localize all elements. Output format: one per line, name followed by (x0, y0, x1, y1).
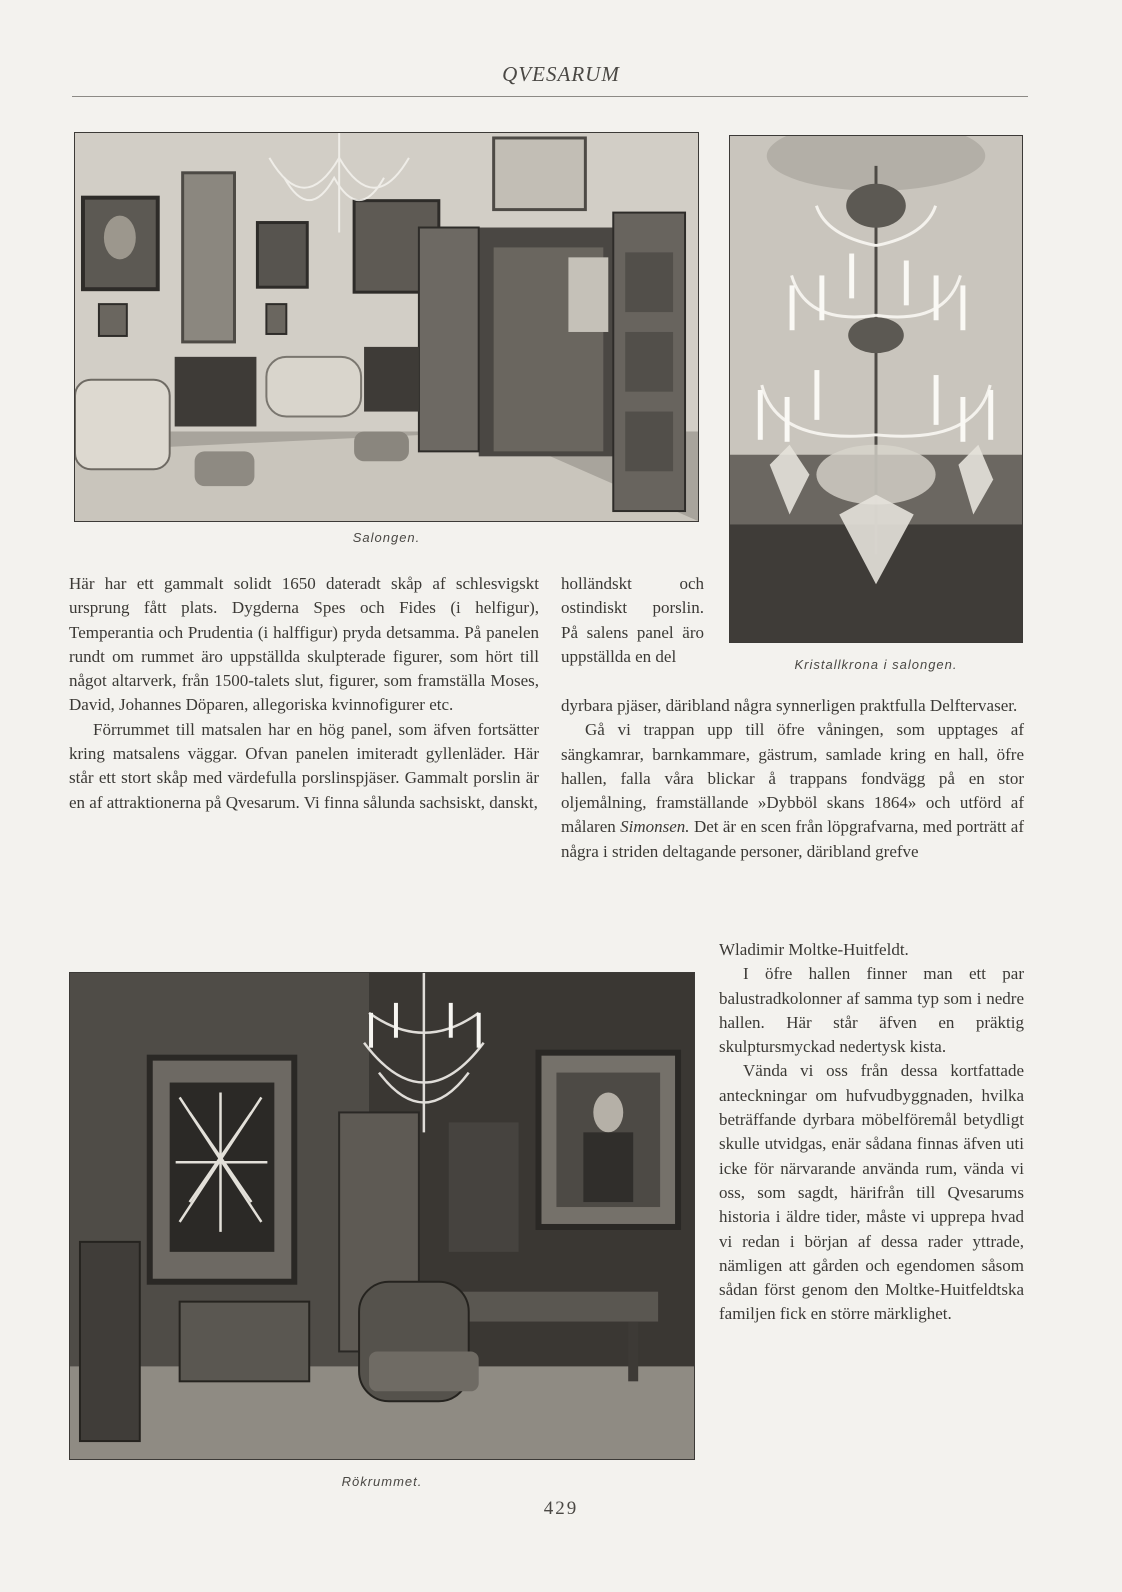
chandelier-caption: Kristallkrona i salongen. (794, 657, 958, 672)
page-number: 429 (543, 1498, 579, 1519)
smoking-room-caption: Rökrummet. (341, 1474, 423, 1489)
text-column-left (69, 572, 539, 815)
chandelier-photo (729, 135, 1023, 643)
text-column-middle (561, 694, 1024, 864)
middle-paragraph-2-text: Gå vi trappan upp till öfre våningen, som upptages af sängkamrar, barnkammare, gästrum, samlade kring en hall, öfre hallen, falla våra blickar å trappans fondvägg på en stor oljemålning, framställande »Dybböl skans 1864» och utförd af målaren (561, 720, 1024, 837)
header-rule (72, 96, 1028, 97)
text-column-right (719, 938, 1024, 1327)
middle-paragraph-2 (561, 718, 1024, 864)
artist-name: Simonsen. (620, 817, 690, 837)
middle-paragraph-2-cont: Det är en scen från löpgrafvarna, med porträtt af några i striden deltagande personer, däribland grefve (561, 817, 1025, 861)
page-header-title: QVESARUM (502, 62, 620, 86)
left-paragraph-2: Förrummet till matsalen har en hög panel, som äfven fortsätter kring matsalens väggar. Ofvan panelen imiteradt gyllenläder. Här står ett stort skåp med värdefulla porslinspjäser. Gammalt porslin är en af attraktionerna på Qvesarum. Vi finna sålunda sachsiskt, danskt, (69, 719, 539, 812)
right-paragraph-2: I öfre hallen finner man ett par balustradkolonner af samma typ som i nedre hallen. Här står äfven en präktig skulptursmyckad nedertysk kista. (719, 964, 1024, 1057)
left-paragraph-1: Här har ett gammalt solidt 1650 dateradt skåp af schlesvigskt ursprung fått plats. Dygderna Spes och Fides (i helfigur), Temperantia och Prudentia (i halffigur) pryda detsamma. På panelen rundt om rummet äro uppställda skulpterade figurer, som hört till något altarverk, från 1500-talets slut, figurer, som framställa Moses, David, Johannes Döparen, allegoriska kvinnofigurer etc. (69, 574, 539, 715)
text-column-middle-upper (561, 572, 704, 669)
right-paragraph-1: Wladimir Moltke-Huitfeldt. (719, 940, 909, 959)
middle-upper-text: holländskt och ostindiskt porslin. På salens panel äro uppställda en del (561, 574, 704, 666)
right-paragraph-3: Vända vi oss från dessa kortfattade anteckningar om hufvudbyggnaden, hvilka beträffande dyrbara möbelföremål betydligt skulle utvidgas, enär sådana finnas äfven uti icke för närvarande använda rum, vända vi oss, som sagdt, härifrån till Qvesarums historia i äldre tider, måste vi upprepa hvad vi redan i början af dessa rader yttrade, nämligen att gården och egendomen såsom sådan först genom den Moltke-Huitfeldtska familjen fick en större märklighet. (719, 1061, 1024, 1324)
salon-photo (74, 132, 699, 522)
salon-caption: Salongen. (352, 530, 421, 545)
smoking-room-photo (69, 972, 695, 1460)
middle-paragraph-1: dyrbara pjäser, däribland några synnerligen praktfulla Delftervaser. (561, 696, 1018, 715)
